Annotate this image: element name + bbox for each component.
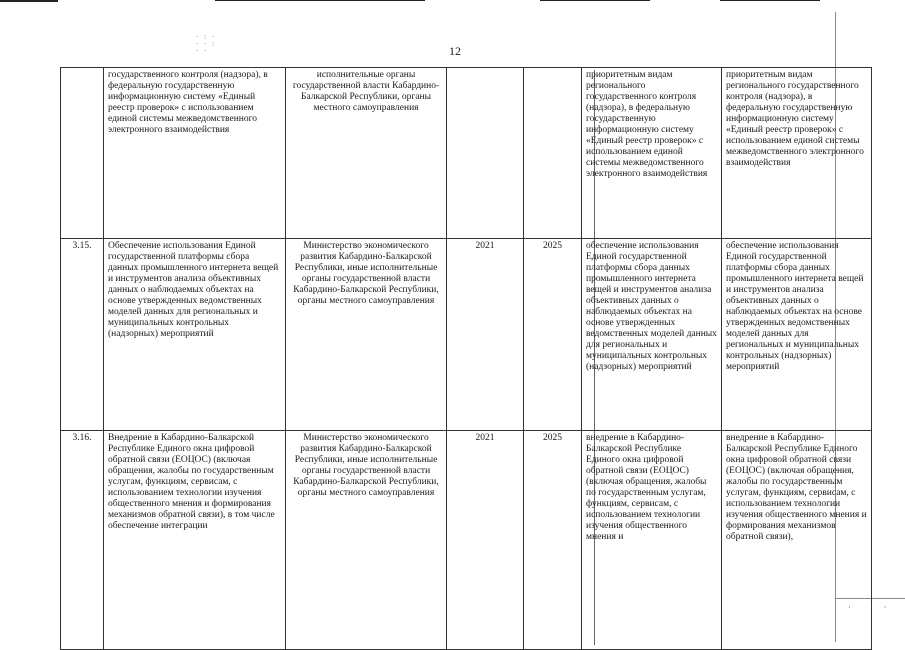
implementation-result: обеспечение использования Единой государственной платформы сбора данных промышленного интернета вещей и инструментов анализа объективных данных о наблюдаемых объектах на основе утвержденных ведомственных моделей данных для региональных и муниципальных контрольных (надзорных) мероприятий: [722, 239, 872, 431]
measure-title: государственного контроля (надзора), в федеральную государственную информационную систему «Единый реестр проверок» с использованием единой системы межведомственного электронного взаимодействия: [104, 68, 286, 239]
measure-title: Внедрение в Кабардино-Балкарской Республике Единого окна цифровой обратной связи (ЕОЦОС) (включая обращения, жалобы по государственным услугам, функциям, сервисам, с использованием технологии изучения общественного мнения и формирования механизмов обратной связи), в том числе обеспечение интеграции: [104, 431, 286, 650]
implementation-result: внедрение в Кабардино-Балкарской Республике Единого окна цифровой обратной связи (ЕОЦОС) (включая обращения, жалобы по государственным услугам, функциям, сервисам, с использованием технологии изучения общественного мнения и формирования механизмов обратной связи),: [722, 431, 872, 650]
measure-title: Обеспечение использования Единой государственной платформы сбора данных промышленного интернета вещей и инструментов анализа объективных данных о наблюдаемых объектах на основе утвержденных ведомственных моделей данных для региональных и муниципальных контрольных (надзорных) мероприятий: [104, 239, 286, 431]
expected-result: приоритетным видам регионального государственного контроля (надзора), в федеральную государственную информационную систему «Единый реестр проверок» с использованием единой системы межведомственного электронного взаимодействия: [582, 68, 722, 239]
scan-noise: · : · · · : · ·: [196, 33, 217, 55]
row-number: 3.16.: [61, 431, 104, 650]
executor-cell: Министерство экономического развития Кабардино-Балкарской Республики, иные исполнительные органы государственной власти Кабардино-Балкарской Республики, органы местного самоуправления: [286, 431, 447, 650]
scan-noise: · · ·: [848, 602, 889, 612]
start-year: [447, 68, 524, 239]
scan-edge-mark: [540, 0, 650, 1]
executor-cell: Министерство экономического развития Кабардино-Балкарской Республики, иные исполнительные органы государственной власти Кабардино-Балкарской Республики, органы местного самоуправления: [286, 239, 447, 431]
table-row: [61, 431, 872, 650]
expected-result: обеспечение использования Единой государственной платформы сбора данных промышленного интернета вещей и инструментов анализа объективных данных о наблюдаемых объектах на основе утвержденных ведомственных моделей данных для региональных и муниципальных контрольных (надзорных) мероприятий: [582, 239, 722, 431]
page-number: 12: [449, 44, 461, 58]
scan-edge-mark: [0, 0, 58, 2]
scan-edge-mark: [215, 0, 425, 1]
measures-table: [60, 67, 872, 650]
expected-result: внедрение в Кабардино-Балкарской Республике Единого окна цифровой обратной связи (ЕОЦОС) (включая обращения, жалобы по государственным услугам, функциям, сервисам, с использованием технологии изучения общественного мнения и: [582, 431, 722, 650]
end-year: 2025: [524, 239, 582, 431]
table-row: [61, 239, 872, 431]
implementation-result: приоритетным видам регионального государственного контроля (надзора), в федеральную государственную информационную систему «Единый реестр проверок» с использованием единой системы межведомственного электронного взаимодействия: [722, 68, 872, 239]
table-row: [61, 68, 872, 239]
start-year: 2021: [447, 431, 524, 650]
start-year: 2021: [447, 239, 524, 431]
row-number: 3.15.: [61, 239, 104, 431]
end-year: [524, 68, 582, 239]
end-year: 2025: [524, 431, 582, 650]
row-number: [61, 68, 104, 239]
executor-cell: исполнительные органы государственной власти Кабардино-Балкарской Республики, органы местного самоуправления: [286, 68, 447, 239]
scan-edge-mark: [720, 0, 820, 1]
